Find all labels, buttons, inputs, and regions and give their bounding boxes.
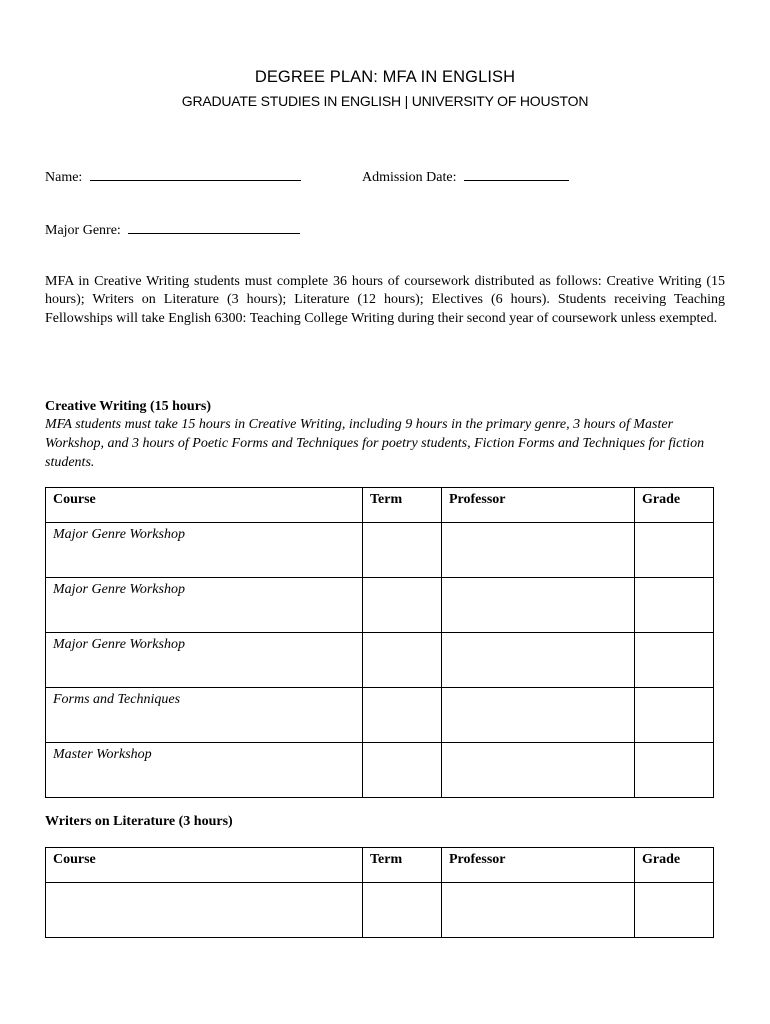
name-label: Name: [45, 170, 83, 185]
table-row [46, 523, 714, 578]
table-header-row [46, 848, 714, 883]
document-title: DEGREE PLAN: MFA IN ENGLISH [254, 68, 516, 86]
admission-date-blank[interactable] [464, 168, 569, 181]
grade-cell[interactable] [635, 883, 714, 938]
writers-on-literature-table [45, 847, 714, 938]
creative-writing-table [45, 487, 714, 798]
table-row [46, 883, 714, 938]
table-row [46, 578, 714, 633]
course-cell[interactable]: Master Workshop [46, 743, 363, 798]
grade-cell[interactable] [635, 688, 714, 743]
column-header-professor: Professor [442, 848, 635, 883]
professor-cell[interactable] [442, 578, 635, 633]
grade-cell[interactable] [635, 578, 714, 633]
major-genre-field [45, 221, 300, 239]
column-header-grade: Grade [635, 488, 714, 523]
course-cell[interactable]: Major Genre Workshop [46, 633, 363, 688]
column-header-term: Term [363, 488, 442, 523]
major-genre-blank[interactable] [128, 221, 300, 234]
writers-on-literature-heading: Writers on Literature (3 hours) [45, 814, 233, 829]
creative-writing-note: MFA students must take 15 hours in Creative Writing, including 9 hours in the primary genre, 3 hours of Master Workshop, and 3 hours of Poetic Forms and Techniques for poetry students, Fiction Forms and Techniques for fiction students. [45, 417, 705, 470]
term-cell[interactable] [363, 883, 442, 938]
table-row [46, 688, 714, 743]
name-field [45, 168, 301, 186]
term-cell[interactable] [363, 743, 442, 798]
term-cell[interactable] [363, 633, 442, 688]
course-cell[interactable]: Major Genre Workshop [46, 523, 363, 578]
admission-date-field [362, 168, 569, 186]
name-blank[interactable] [90, 168, 301, 181]
column-header-grade: Grade [635, 848, 714, 883]
table-row [46, 633, 714, 688]
grade-cell[interactable] [635, 523, 714, 578]
professor-cell[interactable] [442, 523, 635, 578]
course-cell[interactable]: Forms and Techniques [46, 688, 363, 743]
grade-cell[interactable] [635, 743, 714, 798]
admission-date-label: Admission Date: [362, 170, 457, 185]
creative-writing-heading: Creative Writing (15 hours) [45, 399, 212, 414]
course-cell[interactable] [46, 883, 363, 938]
grade-cell[interactable] [635, 633, 714, 688]
column-header-course: Course [46, 848, 363, 883]
professor-cell[interactable] [442, 688, 635, 743]
requirements-paragraph: MFA in Creative Writing students must complete 36 hours of coursework distributed as follows: Creative Writing (15 hours); Writers on Literature (3 hours); Literature (12 hours); Electives (6 hours). Students receiving Teaching Fellowships will take English 6300: Teaching College Writing during their second year of coursework unless exempted. [45, 274, 725, 326]
professor-cell[interactable] [442, 883, 635, 938]
course-cell[interactable]: Major Genre Workshop [46, 578, 363, 633]
major-genre-label: Major Genre: [45, 223, 121, 238]
term-cell[interactable] [363, 578, 442, 633]
term-cell[interactable] [363, 688, 442, 743]
document-subtitle: GRADUATE STUDIES IN ENGLISH | UNIVERSITY OF HOUSTON [181, 93, 589, 109]
professor-cell[interactable] [442, 743, 635, 798]
table-row [46, 743, 714, 798]
column-header-term: Term [363, 848, 442, 883]
professor-cell[interactable] [442, 633, 635, 688]
table-header-row [46, 488, 714, 523]
column-header-course: Course [46, 488, 363, 523]
term-cell[interactable] [363, 523, 442, 578]
column-header-professor: Professor [442, 488, 635, 523]
